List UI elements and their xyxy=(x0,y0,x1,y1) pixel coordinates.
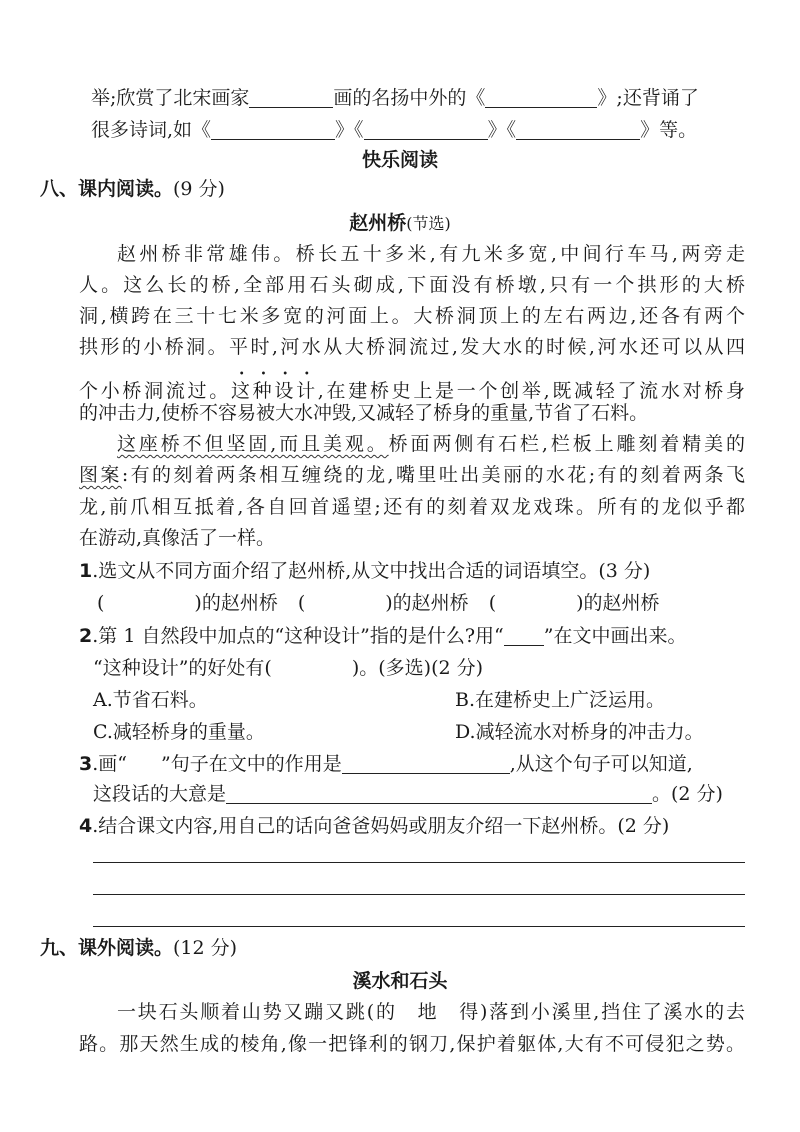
p2-line-3: 龙,前爪相互抵着,各自回首遥望;还有的刻着双龙戏珠。所有的龙似乎都 xyxy=(79,496,745,518)
poem-blank-1[interactable] xyxy=(211,119,335,140)
question-3-line-2: 这段话的大意是 。(2 分) xyxy=(93,783,723,805)
painter-blank[interactable] xyxy=(249,87,333,108)
option-a[interactable]: A.节省石料。 xyxy=(93,689,208,711)
s9-line-1: 一块石头顺着山势又蹦又跳(的 地 得)落到小溪里,挡住了溪水的去 xyxy=(117,1001,745,1023)
question-1-blanks: ( )的赵州桥 ( )的赵州桥 ( )的赵州桥 xyxy=(97,592,660,614)
answer-line-1[interactable] xyxy=(93,862,745,863)
p1-line-1: 赵州桥非常雄伟。桥长五十多米,有九米多宽,中间行车马,两旁走 xyxy=(117,243,745,265)
dotted-phrase: 这种设计 xyxy=(230,380,318,402)
top-line-2: 很多诗词,如《 》《 》《 》等。 xyxy=(91,119,698,141)
p2-line-4: 在游动,真像活了一样。 xyxy=(79,527,276,549)
p2-line-2: 图案:有的刻着两条相互缠绕的龙,嘴里吐出美丽的水花;有的刻着两条飞 xyxy=(79,464,745,486)
top-line-1: 举;欣赏了北宋画家 画的名扬中外的《 》;还背诵了 xyxy=(91,87,699,109)
function-blank[interactable] xyxy=(342,753,510,774)
question-4: 4.结合课文内容,用自己的话向爸爸妈妈或朋友介绍一下赵州桥。(2 分) xyxy=(79,815,670,837)
wavy-continuation: 图案 xyxy=(79,464,122,486)
main-idea-blank[interactable] xyxy=(226,783,652,804)
p2-line-1: 这座桥不但坚固,而且美观。桥面两侧有石栏,栏板上雕刻着精美的 xyxy=(117,433,745,455)
option-b[interactable]: B.在建桥史上广泛运用。 xyxy=(455,689,666,711)
poem-blank-2[interactable] xyxy=(364,119,488,140)
p1-line-4: 拱形的小桥洞。平时,河水从大桥洞流过,发大水的时候,河水还可以从四 xyxy=(79,336,745,358)
passage-2-title: 溪水和石头 xyxy=(352,970,448,992)
passage-title: 赵州桥(节选) xyxy=(349,212,451,234)
option-d[interactable]: D.减轻流水对桥身的冲击力。 xyxy=(455,721,704,743)
underline-sample xyxy=(504,629,544,646)
question-2: 2.第 1 自然段中加点的“这种设计”指的是什么?用“ ”在文中画出来。 xyxy=(79,625,687,647)
option-c[interactable]: C.减轻桥身的重量。 xyxy=(93,721,265,743)
section9-title: 九、课外阅读。(12 分) xyxy=(40,937,238,959)
wavy-sentence: 这座桥不但坚固,而且美观。 xyxy=(117,433,389,455)
p1-line-6: 的冲击力,使桥不容易被大水冲毁,又减轻了桥身的重量,节省了石料。 xyxy=(79,402,649,424)
painting-blank[interactable] xyxy=(485,87,597,108)
wavy-sample xyxy=(127,751,161,777)
p1-line-5: 个小桥洞流过。这种设计,在建桥史上是一个创举,既减轻了流水对桥身 xyxy=(79,380,745,402)
section8-title: 八、课内阅读。(9 分) xyxy=(40,178,225,200)
answer-line-3[interactable] xyxy=(93,926,745,927)
poem-blank-3[interactable] xyxy=(516,119,640,140)
answer-line-2[interactable] xyxy=(93,894,745,895)
question-3: 3.画“ ”句子在文中的作用是 ,从这个句子可以知道, xyxy=(79,753,693,775)
question-2-line-2: “这种设计”的好处有( )。(多选)(2 分) xyxy=(93,657,484,679)
question-1: 1.选文从不同方面介绍了赵州桥,从文中找出合适的词语填空。(3 分) xyxy=(79,560,651,582)
p1-line-3: 洞,横跨在三十七米多宽的河面上。大桥洞顶上的左右两边,还各有两个 xyxy=(79,305,745,327)
s9-line-2: 路。那天然生成的棱角,像一把锋利的钢刀,保护着躯体,大有不可侵犯之势。 xyxy=(79,1033,745,1055)
section-heading: 快乐阅读 xyxy=(361,149,438,171)
p1-line-2: 人。这么长的桥,全部用石头砌成,下面没有桥墩,只有一个拱形的大桥 xyxy=(79,274,745,296)
